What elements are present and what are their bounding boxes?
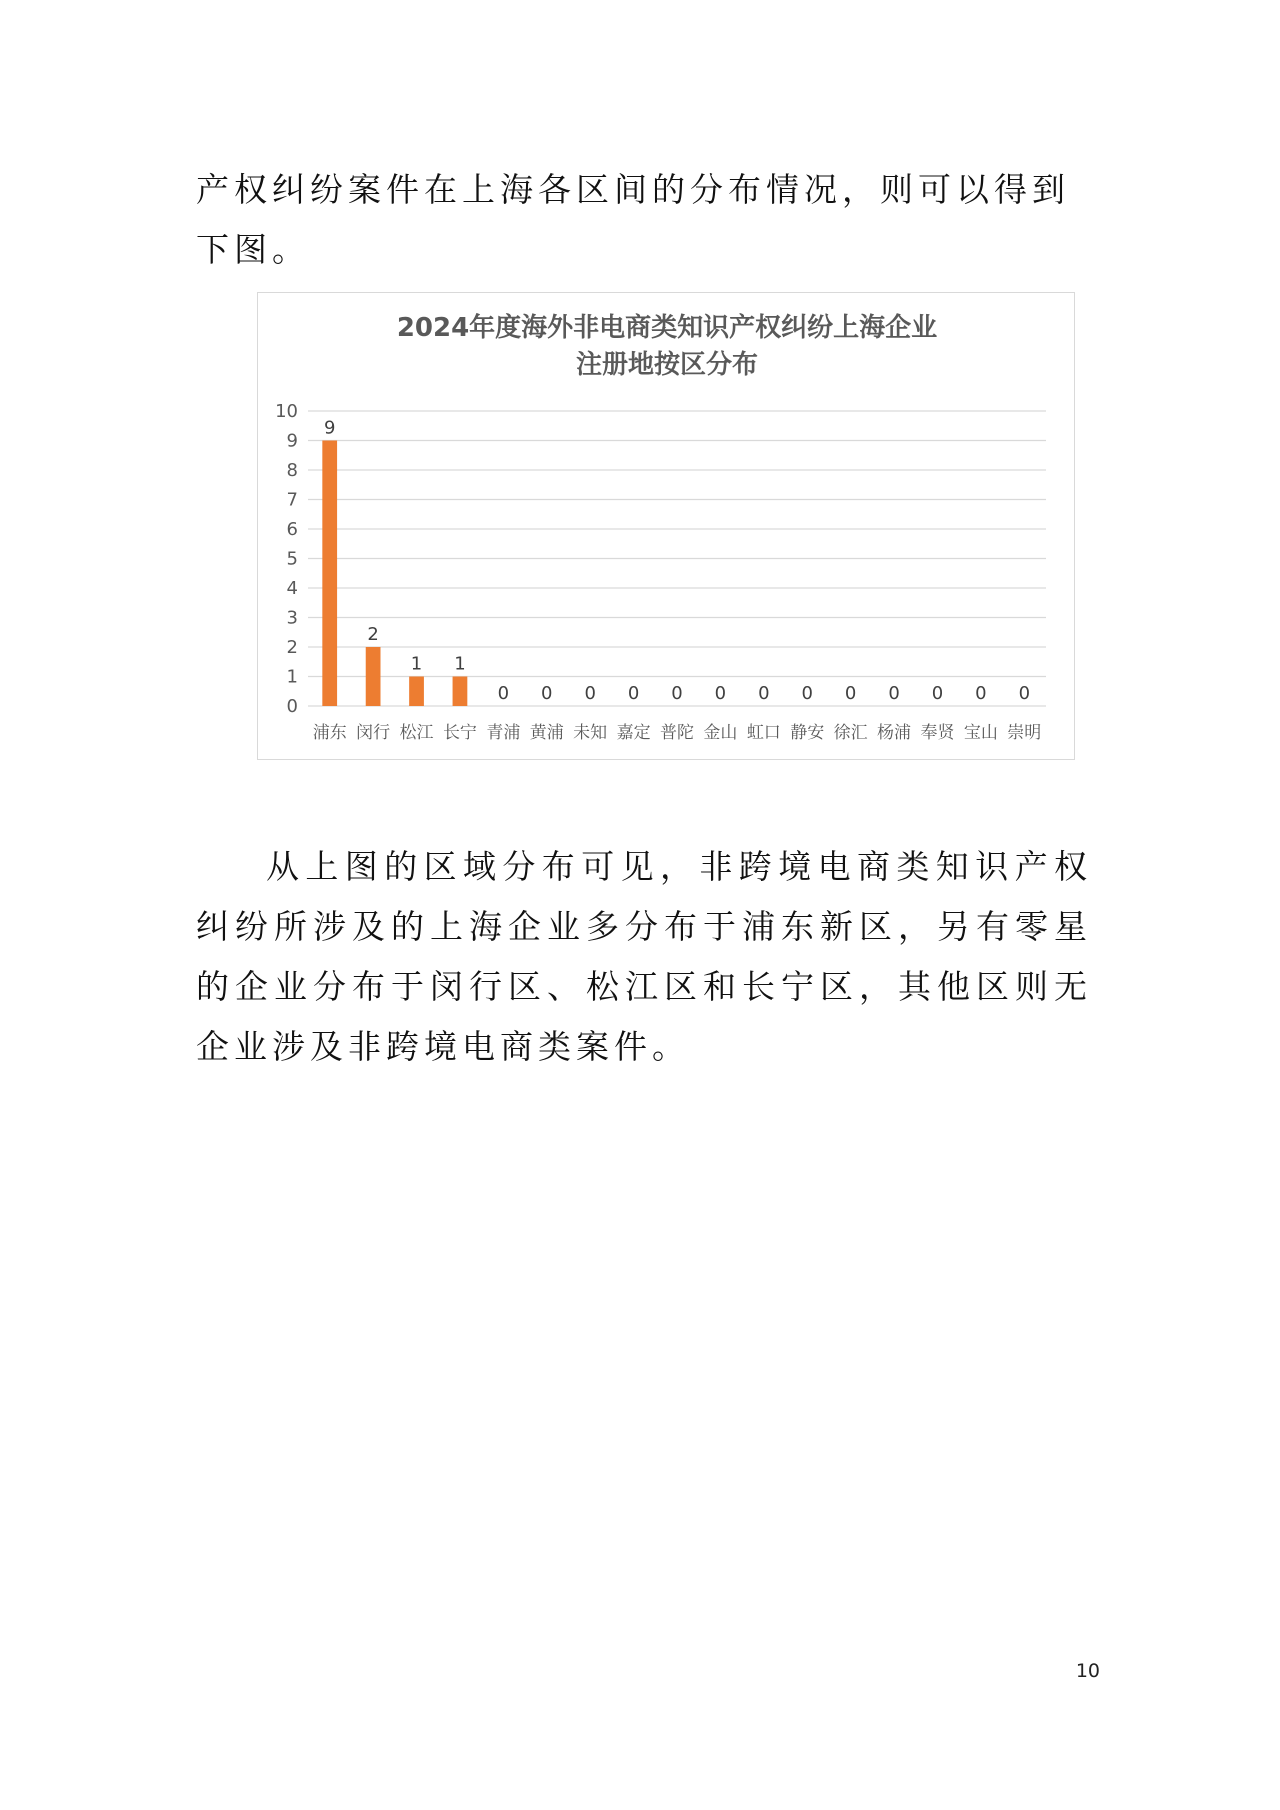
y-tick-label: 0 — [286, 696, 298, 717]
y-tick-label: 9 — [286, 430, 298, 452]
data-label-崇明: 0 — [1018, 683, 1031, 704]
bar-chart — [258, 293, 1076, 761]
data-label-黄浦: 0 — [541, 683, 553, 704]
data-label-松江: 1 — [410, 653, 423, 675]
category-label-嘉定: 嘉定 — [616, 723, 651, 743]
category-label-崇明: 崇明 — [1007, 723, 1042, 743]
chart-bars — [322, 441, 467, 707]
bar-长宁 — [453, 677, 468, 707]
data-label-徐汇: 0 — [844, 683, 857, 704]
category-label-静安: 静安 — [790, 723, 825, 743]
bar-闵行 — [366, 647, 381, 706]
chart-data-labels — [324, 418, 1030, 705]
category-label-奉贤: 奉贤 — [920, 723, 955, 743]
data-label-奉贤: 0 — [931, 683, 944, 704]
data-label-未知: 0 — [584, 683, 596, 704]
category-label-虹口: 虹口 — [746, 723, 781, 743]
x-axis-category-labels — [313, 722, 1042, 743]
y-tick-label: 2 — [286, 637, 298, 658]
y-tick-label: 8 — [286, 460, 298, 481]
y-tick-label: 5 — [286, 548, 298, 570]
y-axis-tick-labels — [275, 401, 298, 717]
paragraph-bottom: 从上图的区域分布可见，非跨境电商类知识产权纠纷所涉及的上海企业多分布于浦东新区，另有零星的企业分布于闵行区、松江区和长宁区，其他区则无企业涉及非跨境电商类案件。 — [196, 847, 1092, 1066]
data-label-宝山: 0 — [975, 683, 987, 704]
category-label-杨浦: 杨浦 — [877, 723, 912, 743]
chart-title-line-1: 2024年度海外非电商类知识产权纠纷上海企业 — [396, 313, 938, 343]
data-label-浦东: 9 — [323, 417, 336, 439]
data-label-嘉定: 0 — [627, 683, 640, 704]
data-label-金山: 0 — [714, 683, 727, 704]
chart-title — [397, 312, 937, 380]
data-label-静安: 0 — [801, 683, 813, 704]
category-label-徐汇: 徐汇 — [833, 723, 868, 743]
category-label-金山: 金山 — [703, 723, 738, 743]
page-number: 10 — [1075, 1660, 1100, 1682]
y-tick-label: 3 — [286, 607, 298, 629]
y-tick-label: 4 — [286, 578, 298, 599]
chart-title-line-2: 注册地按区分布 — [575, 350, 759, 380]
y-tick-label: 6 — [286, 519, 298, 540]
category-label-黄浦: 黄浦 — [529, 723, 564, 743]
data-label-青浦: 0 — [497, 683, 510, 704]
category-label-闵行: 闵行 — [356, 723, 391, 743]
data-label-杨浦: 0 — [888, 683, 900, 704]
category-label-松江: 松江 — [399, 723, 434, 743]
data-label-长宁: 1 — [454, 653, 466, 675]
category-label-未知: 未知 — [573, 723, 608, 743]
category-label-宝山: 宝山 — [963, 723, 998, 743]
category-label-普陀: 普陀 — [660, 723, 694, 743]
y-tick-label: 7 — [286, 489, 298, 511]
data-label-普陀: 0 — [671, 683, 683, 704]
data-label-虹口: 0 — [758, 683, 770, 704]
category-label-长宁: 长宁 — [442, 723, 477, 743]
y-tick-label: 1 — [286, 666, 298, 688]
y-tick-label: 10 — [275, 401, 298, 422]
paragraph-top: 产权纠纷案件在上海各区间的分布情况，则可以得到下图。 — [196, 170, 1070, 269]
bar-浦东 — [322, 441, 337, 707]
category-label-浦东: 浦东 — [312, 723, 347, 743]
data-label-闵行: 2 — [367, 624, 379, 645]
chart-frame — [257, 292, 1075, 760]
category-label-青浦: 青浦 — [486, 723, 521, 743]
bar-松江 — [409, 677, 424, 707]
